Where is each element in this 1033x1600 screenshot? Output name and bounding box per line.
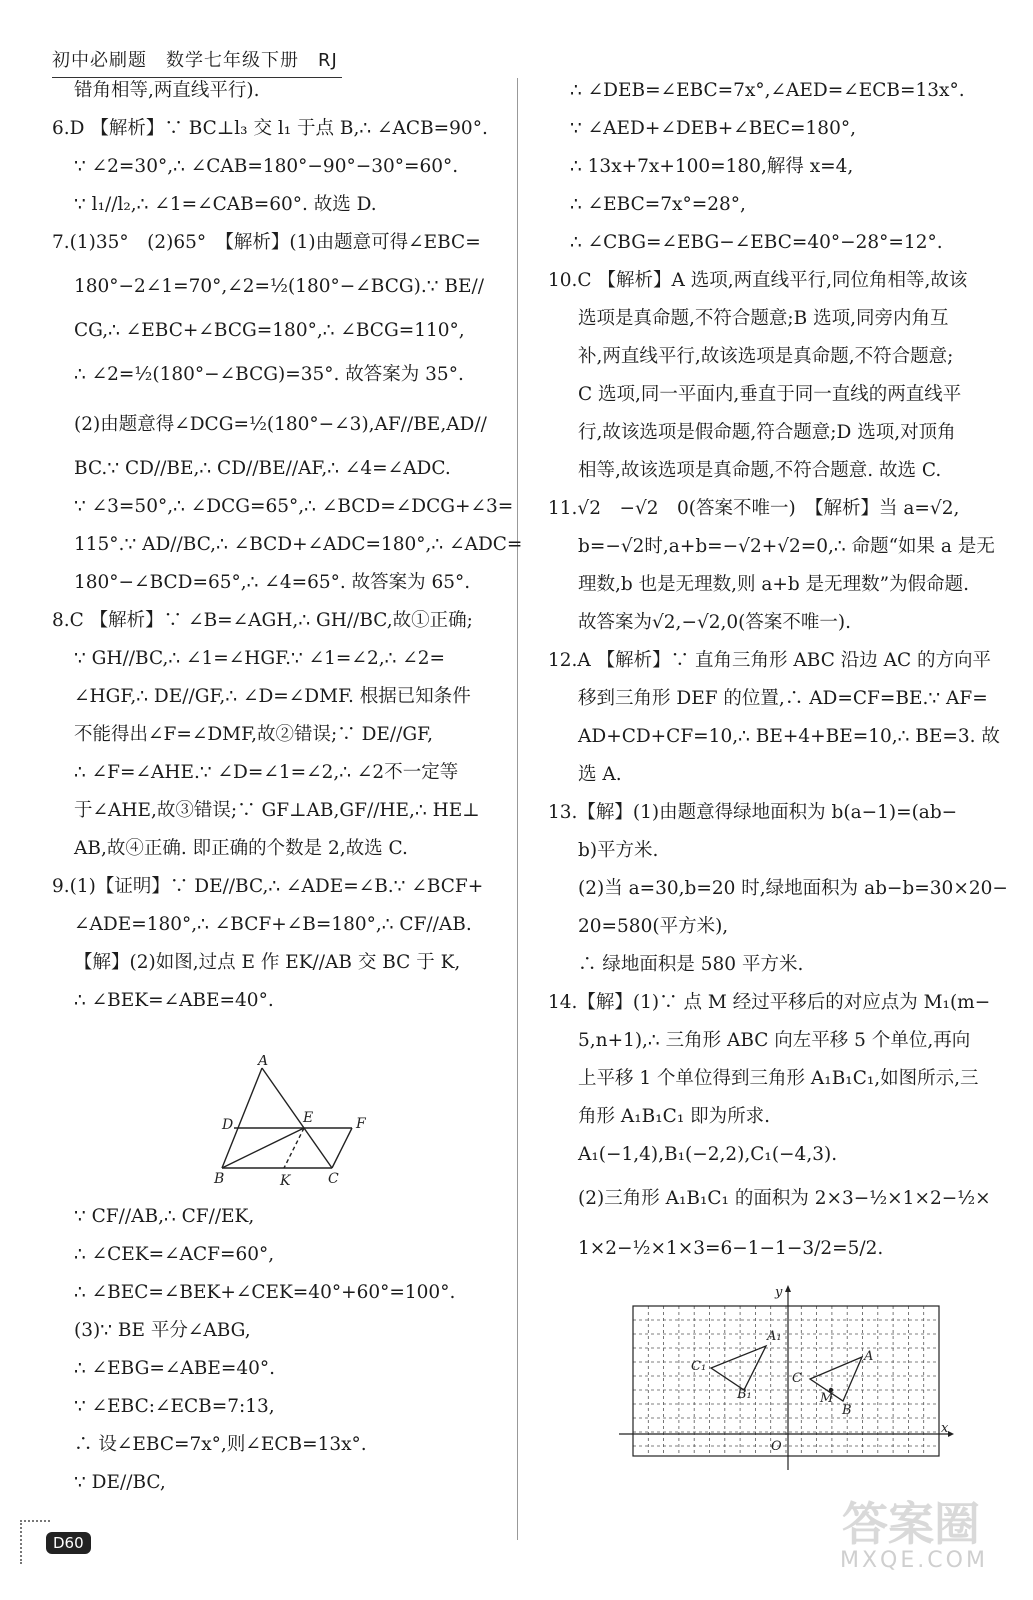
- label-B1: B₁: [737, 1387, 752, 1402]
- text-line: C 选项,同一平面内,垂直于同一直线的两直线平: [578, 384, 962, 405]
- text-line: ∴ ∠DEB=∠EBC=7x°,∠AED=∠ECB=13x°.: [570, 80, 965, 101]
- text-line: 补,两直线平行,故该选项是真命题,不符合题意;: [578, 346, 954, 367]
- text-line: ∵ l₁//l₂,∴ ∠1=∠CAB=60°. 故选 D.: [74, 194, 377, 215]
- text-line: 故答案为√2,−√2,0(答案不唯一).: [578, 612, 851, 633]
- text-line: 180°−2∠1=70°,∠2=½(180°−∠BCG).∵ BE//: [74, 276, 484, 297]
- text-line: ∴ ∠CBG=∠EBG−∠EBC=40°−28°=12°.: [570, 232, 943, 253]
- text-line: (2)三角形 A₁B₁C₁ 的面积为 2×3−½×1×2−½×: [578, 1188, 991, 1209]
- left-column: [52, 72, 523, 1020]
- label-A1: A₁: [767, 1329, 782, 1344]
- text-line: 角形 A₁B₁C₁ 即为所求.: [578, 1106, 771, 1127]
- text-line: 11.√2 −√2 0(答案不唯一) 【解析】当 a=√2,: [548, 498, 960, 519]
- text-line: 5,n+1),∴ 三角形 ABC 向左平移 5 个单位,再向: [578, 1030, 971, 1051]
- triangle-A1B1C1: [711, 1346, 766, 1390]
- page-number: D60: [46, 1532, 91, 1554]
- text-line: 6.D 【解析】∵ BC⊥l₃ 交 l₁ 于点 B,∴ ∠ACB=90°.: [52, 118, 488, 139]
- text-line: AD+CD+CF=10,∴ BE+4+BE=10,∴ BE=3. 故: [578, 726, 1000, 747]
- label-D: D: [222, 1117, 234, 1133]
- text-line: 1×2−½×1×3=6−1−1−3/2=5/2.: [578, 1238, 884, 1259]
- column-divider: [517, 78, 518, 1540]
- label-B: B: [842, 1403, 852, 1418]
- segment-AC: [262, 1068, 332, 1168]
- segment-CF: [332, 1128, 352, 1168]
- text-line: ∴ ∠EBC=7x°=28°,: [570, 194, 746, 215]
- text-line: 9.(1)【证明】∵ DE//BC,∴ ∠ADE=∠B.∵ ∠BCF+: [52, 876, 484, 897]
- text-line: (2)由题意得∠DCG=½(180°−∠3),AF//BE,AD//: [74, 414, 487, 435]
- y-axis-arrow-icon: [785, 1285, 791, 1292]
- watermark-url: MXQE.COM: [840, 1548, 988, 1573]
- text-line: (3)∵ BE 平分∠ABG,: [74, 1320, 251, 1341]
- text-line: b=−√2时,a+b=−√2+√2=0,∴ 命题“如果 a 是无: [578, 536, 995, 557]
- text-line: 上平移 1 个单位得到三角形 A₁B₁C₁,如图所示,三: [578, 1068, 979, 1089]
- label-C1: C₁: [691, 1359, 707, 1374]
- text-line: 理数,b 也是无理数,则 a+b 是无理数”为假命题.: [578, 574, 969, 595]
- page-header: 初中必刷题 数学七年级下册 RJ: [52, 46, 342, 78]
- text-line: ∵ ∠EBC:∠ECB=7:13,: [74, 1396, 275, 1417]
- triangle-figure: [210, 1055, 380, 1190]
- text-line: (2)当 a=30,b=20 时,绿地面积为 ab−b=30×20−: [578, 878, 1008, 899]
- text-line: 8.C 【解析】∵ ∠B=∠AGH,∴ GH//BC,故①正确;: [52, 610, 473, 631]
- text-line: 【解】(2)如图,过点 E 作 EK//AB 交 BC 于 K,: [74, 952, 461, 973]
- text-line: 错角相等,两直线平行).: [74, 80, 260, 101]
- x-axis-arrow-icon: [948, 1431, 954, 1437]
- segment-BE: [222, 1128, 304, 1168]
- watermark-logo: 答案圈: [842, 1497, 980, 1551]
- text-line: CG,∴ ∠EBC+∠BCG=180°,∴ ∠BCG=110°,: [74, 320, 465, 341]
- label-A: A: [258, 1055, 269, 1069]
- text-line: ∠HGF,∴ DE//GF,∴ ∠D=∠DMF. 根据已知条件: [74, 686, 471, 707]
- label-F: F: [356, 1116, 366, 1132]
- text-line: 14.【解】(1)∵ 点 M 经过平移后的对应点为 M₁(m−: [548, 992, 991, 1013]
- label-C: C: [328, 1171, 339, 1187]
- text-line: 115°.∵ AD//BC,∴ ∠BCD+∠ADC=180°,∴ ∠ADC=: [74, 534, 523, 555]
- text-line: ∴ ∠BEK=∠ABE=40°.: [74, 990, 274, 1011]
- label-y: y: [775, 1285, 783, 1300]
- text-line: ∵ ∠3=50°,∴ ∠DCG=65°,∴ ∠BCD=∠DCG+∠3=: [74, 496, 514, 517]
- text-line: ∴ 设∠EBC=7x°,则∠ECB=13x°.: [74, 1434, 367, 1455]
- text-line: ∴ 13x+7x+100=180,解得 x=4,: [570, 156, 854, 177]
- label-E: E: [303, 1110, 314, 1126]
- coordinate-grid-figure: [615, 1282, 960, 1472]
- text-line: 10.C 【解析】A 选项,两直线平行,同位角相等,故该: [548, 270, 968, 291]
- right-column: [548, 72, 1018, 1274]
- text-line: 13.【解】(1)由题意得绿地面积为 b(a−1)=(ab−: [548, 802, 958, 823]
- text-line: AB,故④正确. 即正确的个数是 2,故选 C.: [74, 838, 408, 859]
- text-line: ∴ 绿地面积是 580 平方米.: [578, 954, 804, 975]
- text-line: ∵ DE//BC,: [74, 1472, 166, 1493]
- label-B: B: [214, 1171, 225, 1187]
- text-line: ∴ ∠EBG=∠ABE=40°.: [74, 1358, 276, 1379]
- text-line: 行,故该选项是假命题,符合题意;D 选项,对顶角: [578, 422, 956, 443]
- text-line: 选项是真命题,不符合题意;B 选项,同旁内角互: [578, 308, 949, 329]
- text-line: b)平方米.: [578, 840, 659, 861]
- text-line: ∴ ∠CEK=∠ACF=60°,: [74, 1244, 275, 1265]
- text-line: 20=580(平方米),: [578, 916, 729, 937]
- left-column-continued: [52, 1198, 507, 1502]
- text-line: BC.∵ CD//BE,∴ CD//BE//AF,∴ ∠4=∠ADC.: [74, 458, 451, 479]
- text-line: 相等,故该选项是真命题,不符合题意. 故选 C.: [578, 460, 942, 481]
- label-x: x: [941, 1421, 949, 1436]
- text-line: ∵ CF//AB,∴ CF//EK,: [74, 1206, 255, 1227]
- text-line: 7.(1)35° (2)65° 【解析】(1)由题意可得∠EBC=: [52, 232, 481, 253]
- text-line: ∵ ∠2=30°,∴ ∠CAB=180°−90°−30°=60°.: [74, 156, 459, 177]
- label-C: C: [792, 1371, 802, 1386]
- text-line: ∴ ∠F=∠AHE.∵ ∠D=∠1=∠2,∴ ∠2不一定等: [74, 762, 459, 783]
- text-line: 不能得出∠F=∠DMF,故②错误;∵ DE//GF,: [74, 724, 433, 745]
- text-line: 于∠AHE,故③错误;∵ GF⊥AB,GF//HE,∴ HE⊥: [74, 800, 480, 821]
- text-line: ∵ ∠AED+∠DEB+∠BEC=180°,: [570, 118, 856, 139]
- text-line: 12.A 【解析】∵ 直角三角形 ABC 沿边 AC 的方向平: [548, 650, 992, 671]
- text-line: ∴ ∠2=½(180°−∠BCG)=35°. 故答案为 35°.: [74, 364, 464, 385]
- text-line: ∵ GH//BC,∴ ∠1=∠HGF.∵ ∠1=∠2,∴ ∠2=: [74, 648, 446, 669]
- text-line: 180°−∠BCD=65°,∴ ∠4=65°. 故答案为 65°.: [74, 572, 471, 593]
- label-A: A: [864, 1349, 874, 1364]
- label-M: M: [820, 1391, 834, 1406]
- triangle-ABC: [810, 1357, 862, 1401]
- text-line: A₁(−1,4),B₁(−2,2),C₁(−4,3).: [578, 1144, 838, 1165]
- text-line: 选 A.: [578, 764, 622, 785]
- text-line: ∠ADE=180°,∴ ∠BCF+∠B=180°,∴ CF//AB.: [74, 914, 472, 935]
- segment-EK: [284, 1128, 304, 1168]
- text-line: 移到三角形 DEF 的位置,∴ AD=CF=BE.∵ AF=: [578, 688, 988, 709]
- label-K: K: [280, 1173, 291, 1189]
- label-origin: O: [771, 1439, 782, 1454]
- text-line: ∴ ∠BEC=∠BEK+∠CEK=40°+60°=100°.: [74, 1282, 456, 1303]
